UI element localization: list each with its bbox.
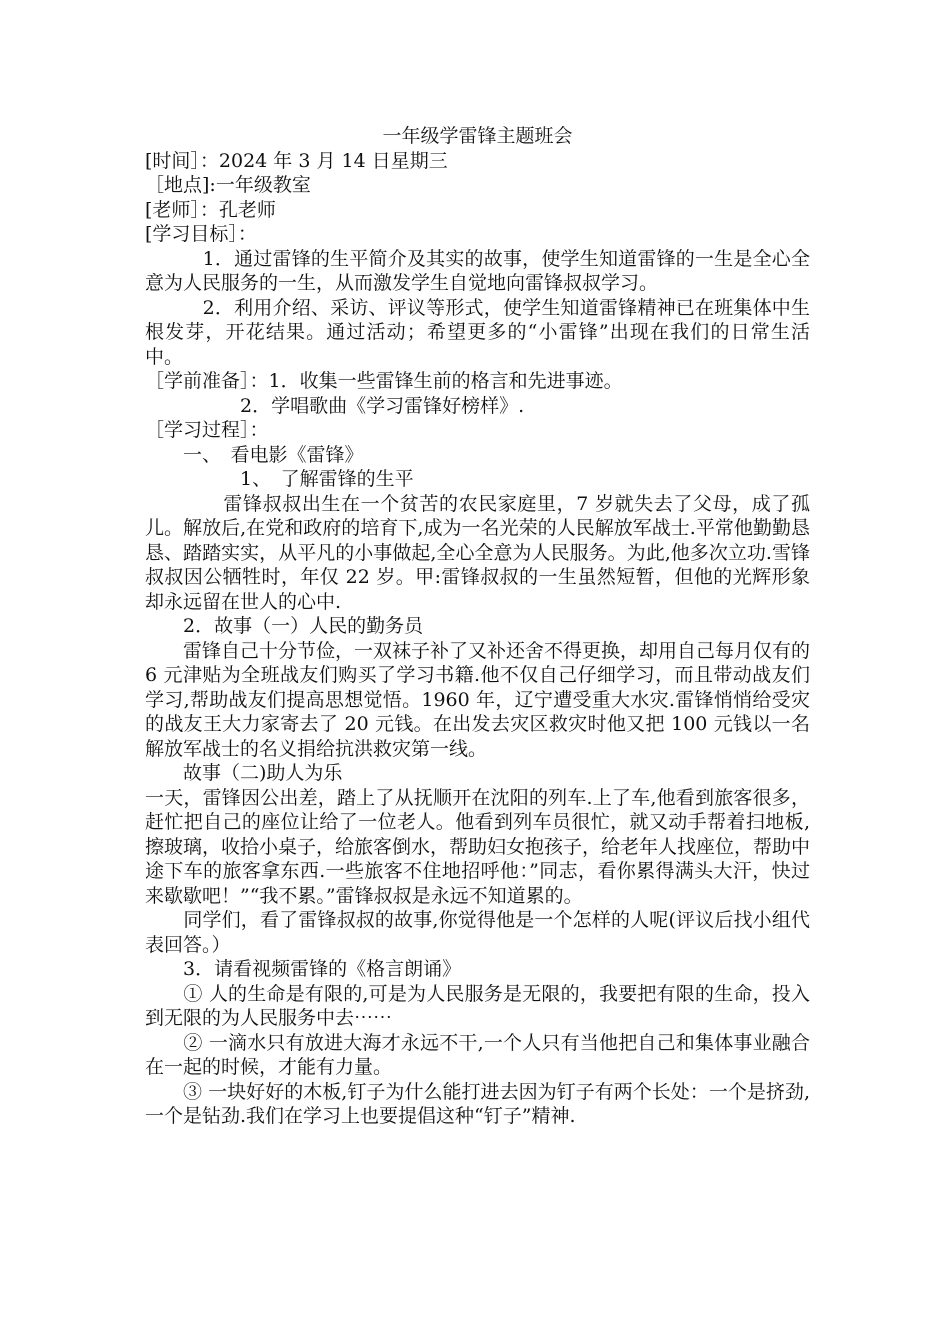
time-line: [时间］：2024 年 3 月 14 日星期三 [145, 149, 448, 172]
story1-heading: 2．故事（一）人民的勤务员 [145, 615, 424, 637]
process-heading: ［学习过程］： [145, 419, 269, 441]
document-title: 一年级学雷锋主题班会 [382, 125, 573, 147]
goals-heading: [学习目标］： [145, 223, 257, 245]
story2-paragraph: 一天，雷锋因公出差，踏上了从抚顺开在沈阳的列车.上了车,他看到旅客很多，赶忙把自己的座位让给了一位老人。他看到列车员很忙，就又动手帮着扫地板,擦玻璃，收拾小桌子，给旅客倒水，帮助妇女抱孩子，给老年人找座位，帮助中途下车的旅客拿东西.一些旅客不住地招呼他：”同志，看你累得满头大汗，快过来歇歇吧！”“我不累。”雷锋叔叔是永远不知道累的。 [145, 786, 811, 907]
prep-line-1: ［学前准备］：1．收集一些雷锋生前的格言和先进事迹。 [145, 370, 623, 392]
story1-paragraph: 雷锋自己十分节俭，一双袜子补了又补还舍不得更换，却用自己每月仅有的 6 元津贴为全班战友们购买了学习书籍.他不仅自己仔细学习，而且带动战友们学习,帮助战友们提高思想觉悟。1960 年，辽宁遭受重大水灾.雷锋悄悄给受灾的战友王大力家寄去了 20 元钱。在出发去灾区救灾时他又把 100 元钱以一名解放军战士的名义捐给抗洪救灾第一线。 [145, 639, 811, 760]
goal-paragraph-1: 1．通过雷锋的生平简介及其实的故事，使学生知道雷锋的一生是全心全意为人民服务的一生，从而激发学生自觉地向雷锋叔叔学习。 [145, 247, 810, 294]
teacher-line: [老师］：孔老师 [145, 198, 276, 221]
bio-paragraph: 雷锋叔叔出生在一个贫苦的农民家庭里，7 岁就失去了父母，成了孤儿。解放后,在党和政府的培育下,成为一名光荣的人民解放军战士.平常他勤勤恳恳、踏踏实实，从平凡的小事做起,全心全意为人民服务。为此,他多次立功.雪锋叔叔因公牺牲时，年仅 22 岁。甲:雷锋叔叔的一生虽然短暂，但他的光辉形象却永远留在世人的心中. [145, 492, 810, 613]
quote-paragraph-2: ② 一滴水只有放进大海才永远不干,一个人只有当他把自己和集体事业融合在一起的时候，才能有力量。 [145, 1031, 810, 1078]
section-heading-1: 一、 看电影《雷锋》 [145, 443, 364, 466]
place-line: ［地点]:一年级教室 [145, 174, 311, 196]
question-paragraph: 同学们，看了雷锋叔叔的故事,你觉得他是一个怎样的人呢(评议后找小组代表回答。） [145, 909, 810, 956]
goal-paragraph-2: 2．利用介绍、采访、评议等形式，使学生知道雷锋精神已在班集体中生根发芽，开花结果。通过活动；希望更多的“小雷锋”出现在我们的日常生活中。 [145, 296, 810, 368]
story2-heading: 故事（二)助人为乐 [145, 762, 343, 784]
quote-paragraph-3: ③ 一块好好的木板,钉子为什么能打进去因为钉子有两个长处：一个是挤劲,一个是钻劲.我们在学习上也要提倡这种“钉子”精神. [145, 1080, 810, 1127]
item-heading-3: 3．请看视频雷锋的《格言朗诵》 [145, 958, 462, 980]
prep-line-2: 2．学唱歌曲《学习雷锋好榜样》. [145, 394, 525, 417]
item-heading-1: 1、 了解雷锋的生平 [145, 468, 414, 490]
document-page [145, 124, 810, 1129]
quote-paragraph-1: ① 人的生命是有限的,可是为人民服务是无限的，我要把有限的生命，投入到无限的为人民服务中去⋯⋯ [145, 982, 810, 1029]
